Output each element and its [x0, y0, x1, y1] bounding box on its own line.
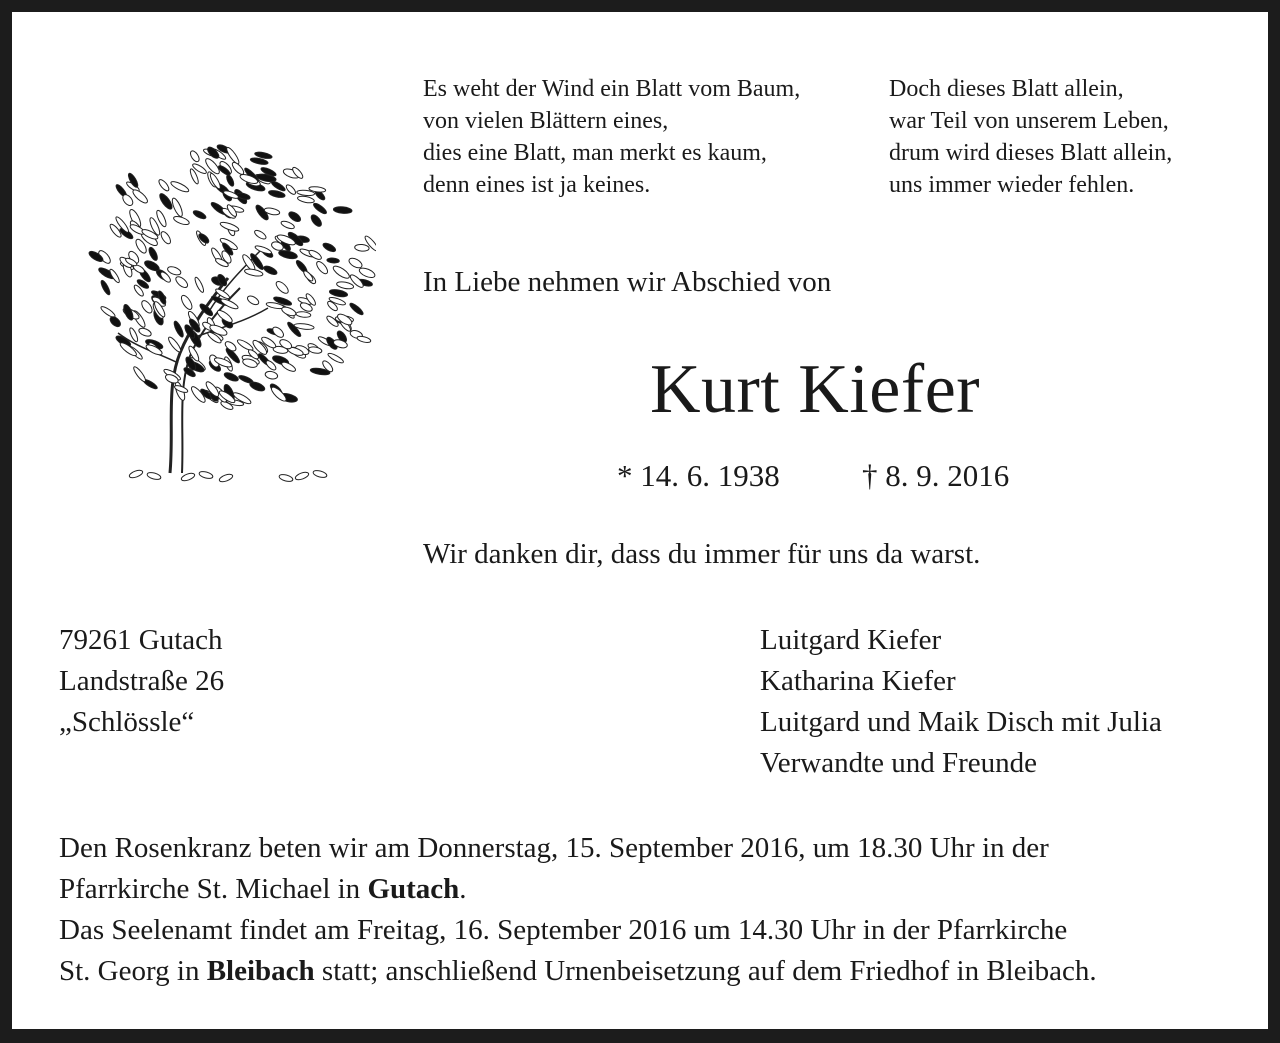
poem-line: drum wird dieses Blatt allein,	[889, 140, 1173, 166]
farewell-intro: In Liebe nehmen wir Abschied von	[423, 266, 832, 298]
service-text: St. Georg in	[59, 955, 207, 987]
death-date: † 8. 9. 2016	[862, 458, 1010, 493]
address-line: Landstraße 26	[59, 665, 225, 697]
service-text: Pfarrkirche St. Michael in	[59, 873, 368, 905]
poem-line: war Teil von unserem Leben,	[889, 108, 1169, 134]
service-line: Den Rosenkranz beten wir am Donnerstag, 15. September 2016, um 18.30 Uhr in der	[59, 832, 1049, 864]
poem-line: Doch dieses Blatt allein,	[889, 76, 1124, 102]
service-announcement	[59, 828, 1229, 992]
mourner-name: Luitgard Kiefer	[760, 624, 942, 656]
service-line	[59, 951, 1229, 992]
poem-line: denn eines ist ja keines.	[423, 172, 651, 198]
family-address	[59, 620, 224, 743]
service-line	[59, 869, 1229, 910]
poem-line: Es weht der Wind ein Blatt vom Baum,	[423, 76, 801, 102]
address-line: 79261 Gutach	[59, 624, 223, 656]
poem-line: dies eine Blatt, man merkt es kaum,	[423, 140, 767, 166]
mourners-list	[760, 620, 1162, 784]
poem-right-stanza	[889, 73, 1172, 201]
deceased-name: Kurt Kiefer	[650, 351, 981, 428]
poem-left-stanza	[423, 73, 800, 201]
address-line: „Schlössle“	[59, 706, 195, 738]
poem-line: uns immer wieder fehlen.	[889, 172, 1135, 198]
service-text: statt; anschließend Urnenbeisetzung auf dem Friedhof in Bleibach.	[314, 955, 1097, 987]
thanks-line: Wir danken dir, dass du immer für uns da warst.	[423, 538, 981, 570]
service-line: Das Seelenamt findet am Freitag, 16. September 2016 um 14.30 Uhr in der Pfarrkirche	[59, 914, 1068, 946]
place-gutach: Gutach	[367, 873, 460, 905]
mourner-name: Luitgard und Maik Disch mit Julia	[760, 706, 1162, 738]
place-bleibach: Bleibach	[206, 955, 315, 987]
service-text: .	[459, 873, 467, 905]
poem-line: von vielen Blättern eines,	[423, 108, 669, 134]
mourner-name: Katharina Kiefer	[760, 665, 956, 697]
windblown-tree-icon	[58, 128, 376, 490]
mourner-name: Verwandte und Freunde	[760, 747, 1038, 779]
birth-date: * 14. 6. 1938	[617, 458, 780, 493]
